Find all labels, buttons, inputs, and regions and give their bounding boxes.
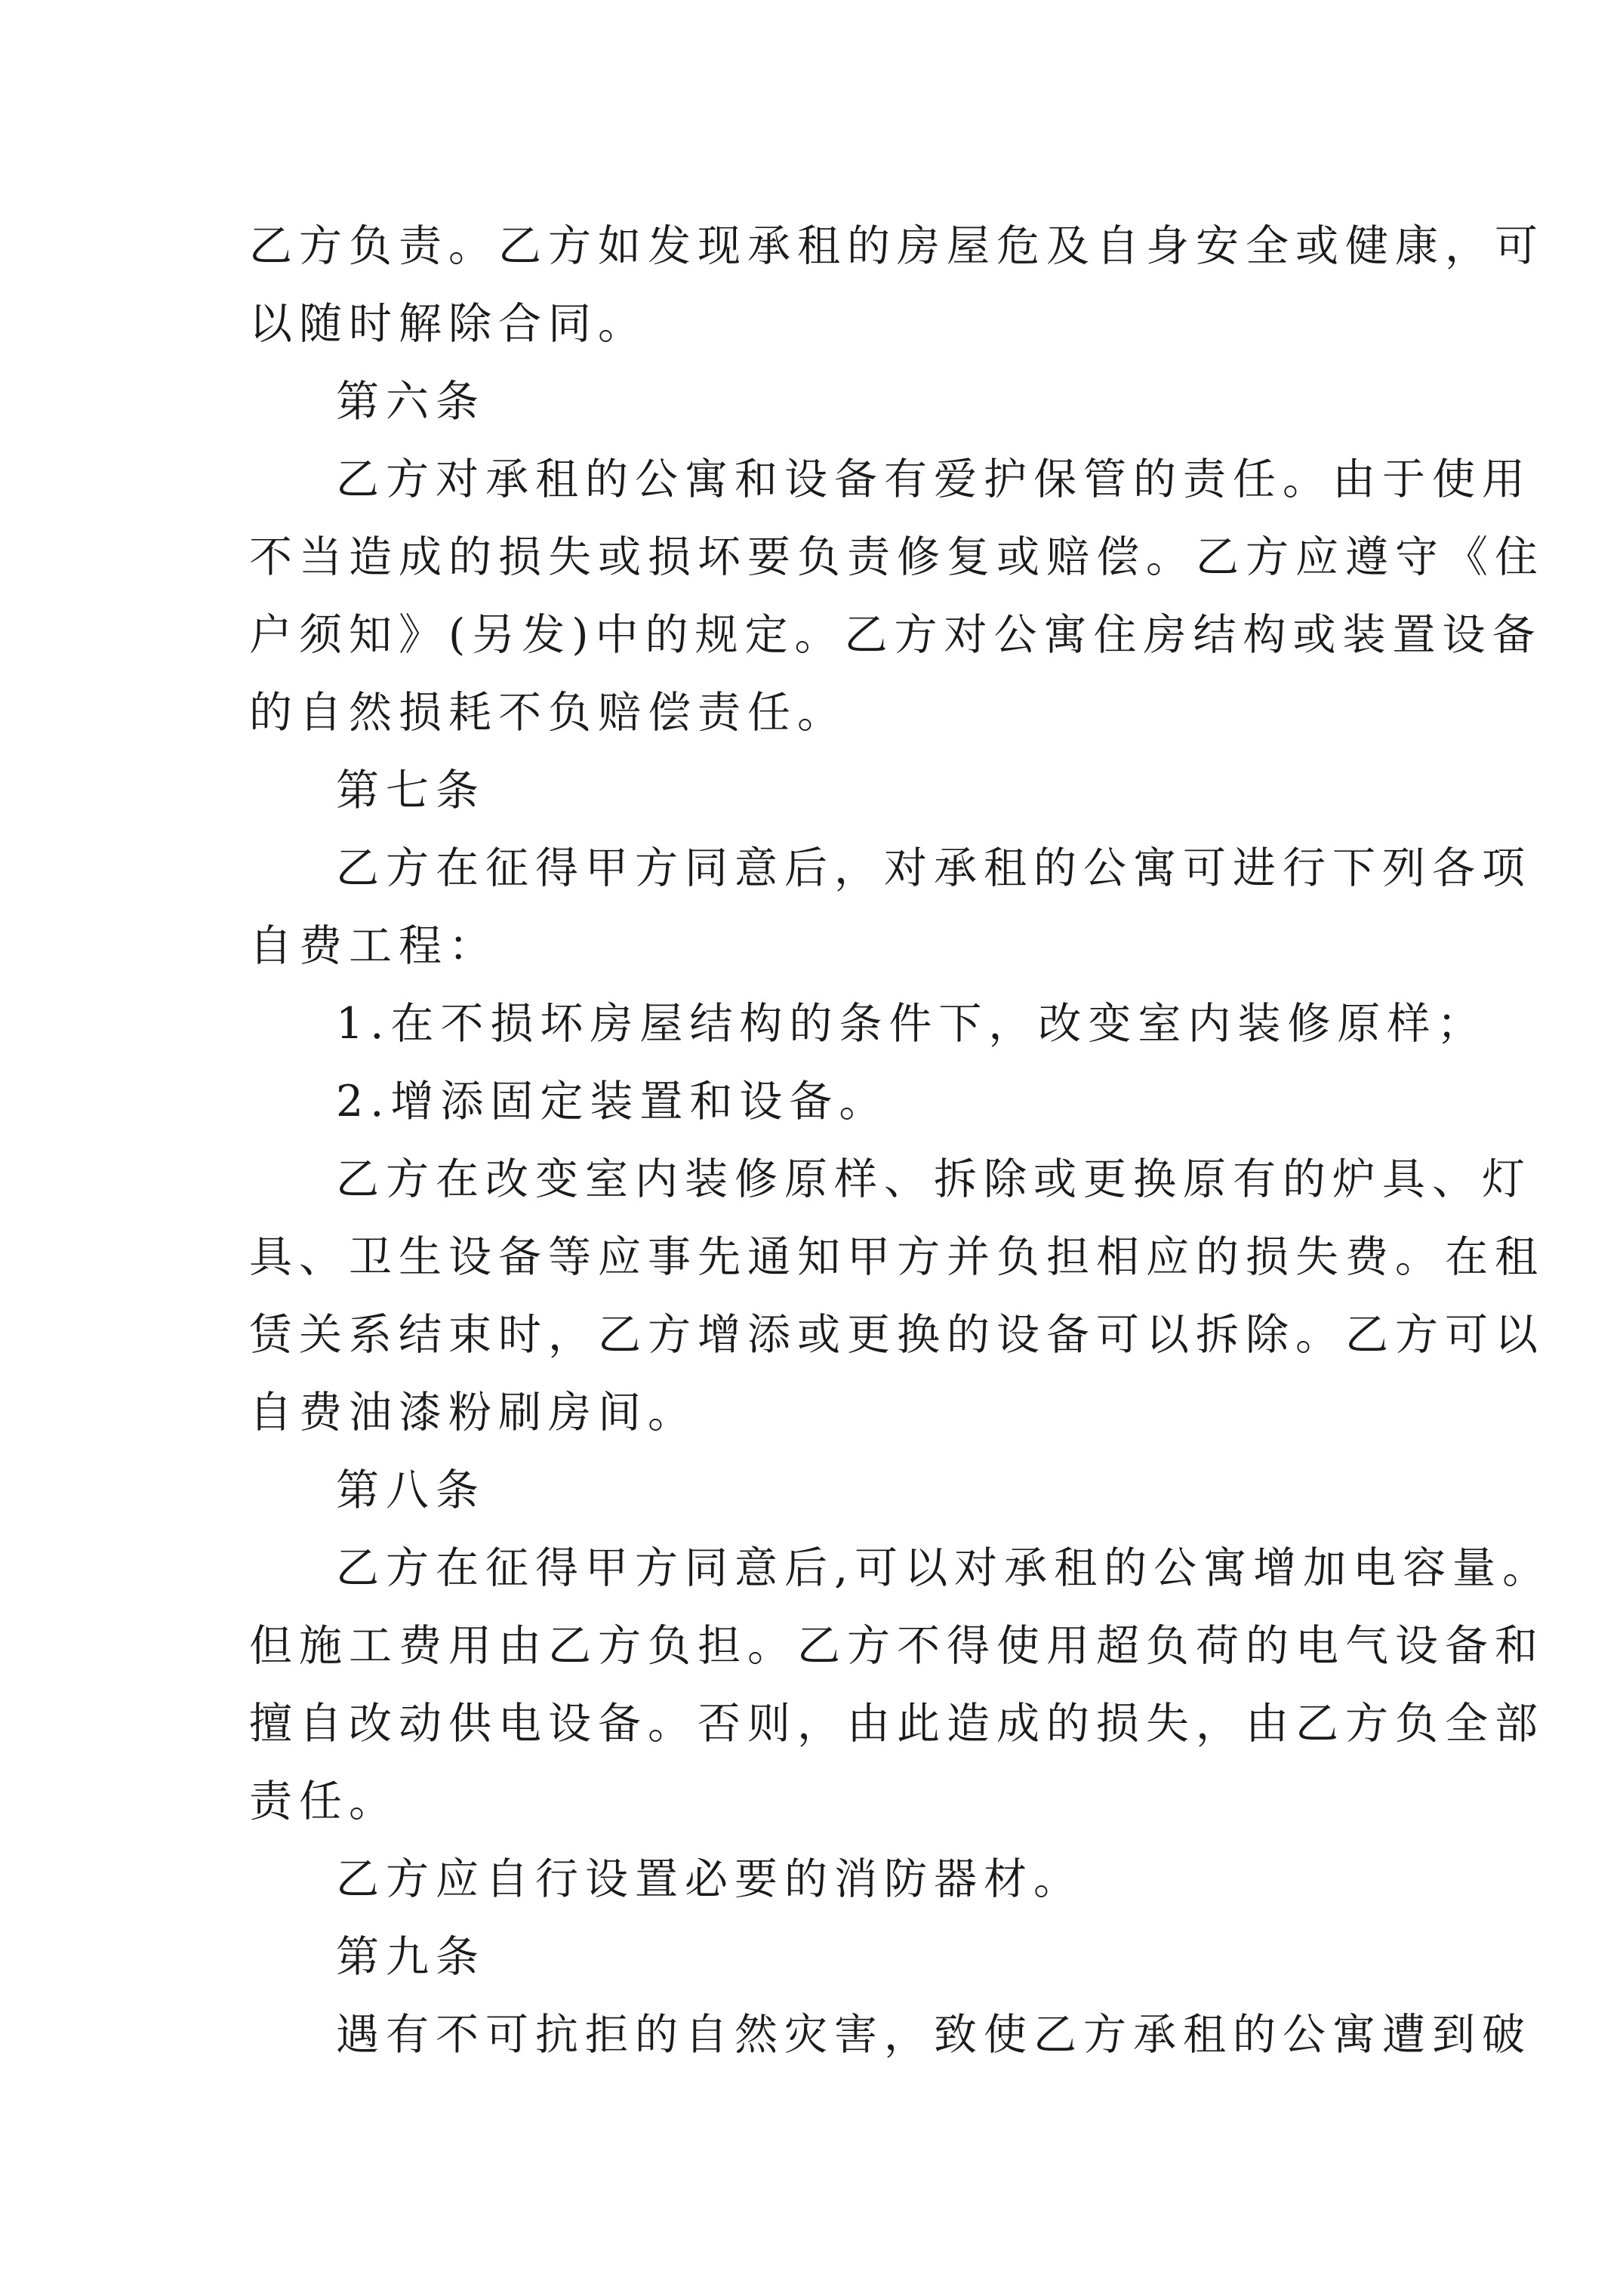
- body-text-line: 具、卫生设备等应事先通知甲方并负担相应的损失费。在租: [249, 1232, 1544, 1282]
- body-text-line: 以随时解除合同。: [249, 299, 648, 349]
- body-text-line: 自费油漆粉刷房间。: [249, 1388, 698, 1438]
- article-heading-7: 第七条: [336, 766, 485, 815]
- body-text-line: 乙方在征得甲方同意后，对承租的公寓可进行下列各项: [336, 843, 1532, 893]
- body-text-line: 乙方在改变室内装修原样、拆除或更换原有的炉具、灯: [336, 1154, 1532, 1204]
- body-text-line: 擅自改动供电设备。否则，由此造成的损失，由乙方负全部: [249, 1699, 1544, 1749]
- body-text-line: 乙方负责。乙方如发现承租的房屋危及自身安全或健康，可: [249, 221, 1544, 271]
- body-text-line: 乙方在征得甲方同意后,可以对承租的公寓增加电容量。: [336, 1543, 1553, 1593]
- article-heading-9: 第九条: [336, 1932, 485, 1982]
- body-text-line: 遇有不可抗拒的自然灾害，致使乙方承租的公寓遭到破: [336, 2010, 1532, 2060]
- body-text-line: 但施工费用由乙方负担。乙方不得使用超负荷的电气设备和: [249, 1621, 1544, 1671]
- body-text-line: 责任。: [249, 1777, 399, 1826]
- body-text-line: 不当造成的损失或损坏要负责修复或赔偿。乙方应遵守《住: [249, 532, 1544, 582]
- body-text-line: 乙方对承租的公寓和设备有爱护保管的责任。由于使用: [336, 455, 1532, 504]
- body-text-line: 赁关系结束时，乙方增添或更换的设备可以拆除。乙方可以: [249, 1310, 1544, 1360]
- list-item-1: 1.在不损坏房屋结构的条件下，改变室内装修原样；: [336, 999, 1487, 1049]
- body-text-line: 乙方应自行设置必要的消防器材。: [336, 1854, 1083, 1904]
- article-heading-6: 第六条: [336, 377, 485, 427]
- body-text-line: 自费工程：: [249, 921, 498, 971]
- article-heading-8: 第八条: [336, 1465, 485, 1515]
- list-item-2: 2.增添固定装置和设备。: [336, 1077, 889, 1126]
- body-text-line: 户须知》(另发)中的规定。乙方对公寓住房结构或装置设备: [249, 610, 1542, 660]
- body-text-line: 的自然损耗不负赔偿责任。: [249, 688, 847, 738]
